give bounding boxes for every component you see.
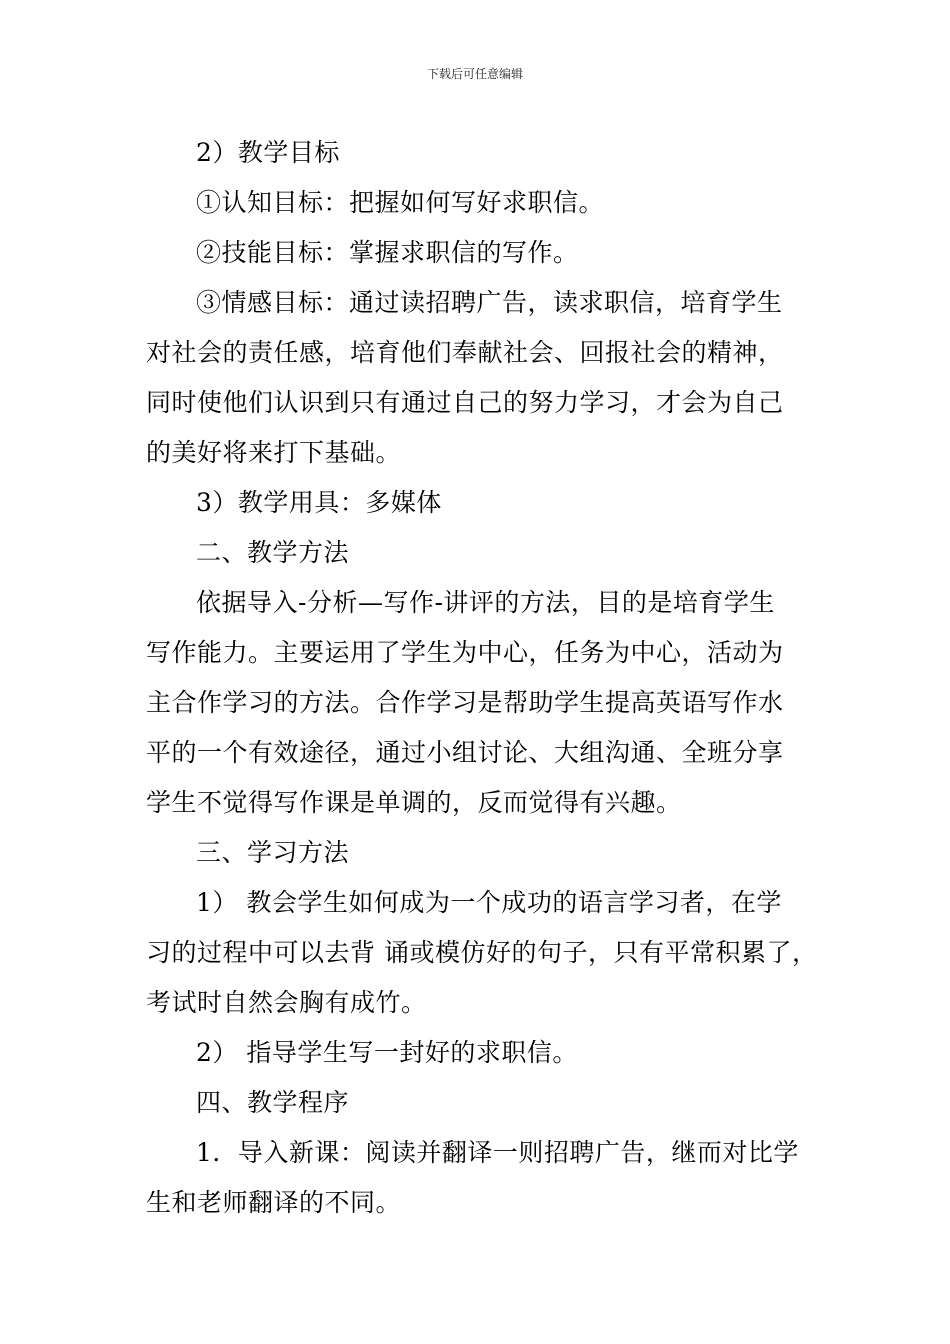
skill-goal: ②技能目标：掌握求职信的写作。 [196, 238, 579, 267]
heading-learning-methods: 三、学习方法 [196, 838, 350, 867]
teaching-tools: 3）教学用具：多媒体 [196, 488, 442, 517]
heading-teaching-procedure: 四、教学程序 [196, 1088, 350, 1117]
document-body [146, 128, 818, 1228]
emotional-goal-line-1: ③情感目标：通过读招聘广告，读求职信，培育学生 [196, 288, 783, 317]
emotional-goal-line-3: 同时使他们认识到只有通过自己的努力学习，才会为自己 [146, 388, 784, 417]
page-header: 下载后可任意编辑 [426, 67, 523, 81]
learning-item-1-line-3: 考试时自然会胸有成竹。 [146, 988, 427, 1017]
procedure-item-1-line-2: 生和老师翻译的不同。 [146, 1188, 402, 1217]
methods-line-2: 写作能力。主要运用了学生为中心，任务为中心，活动为 [146, 638, 784, 667]
methods-line-5: 学生不觉得写作课是单调的，反而觉得有兴趣。 [146, 788, 682, 817]
cognitive-goal: ①认知目标：把握如何写好求职信。 [196, 188, 605, 217]
methods-line-1: 依据导入-分析—写作-讲评的方法，目的是培育学生 [196, 588, 775, 617]
emotional-goal-line-4: 的美好将来打下基础。 [146, 438, 402, 467]
learning-item-1-line-1: 1） 教会学生如何成为一个成功的语言学习者，在学 [196, 888, 782, 917]
heading-teaching-goals: 2）教学目标 [196, 138, 340, 167]
procedure-item-1-line-1: 1．导入新课：阅读并翻译一则招聘广告，继而对比学 [196, 1138, 799, 1167]
learning-item-1-line-2: 习的过程中可以去背 诵或模仿好的句子，只有平常积累了， [146, 938, 818, 967]
methods-line-3: 主合作学习的方法。合作学习是帮助学生提高英语写作水 [146, 688, 784, 717]
emotional-goal-line-2: 对社会的责任感，培育他们奉献社会、回报社会的精神， [146, 338, 784, 367]
heading-teaching-methods: 二、教学方法 [196, 538, 350, 567]
methods-line-4: 平的一个有效途径，通过小组讨论、大组沟通、全班分享 [146, 738, 784, 767]
learning-item-2: 2） 指导学生写一封好的求职信。 [196, 1038, 578, 1067]
